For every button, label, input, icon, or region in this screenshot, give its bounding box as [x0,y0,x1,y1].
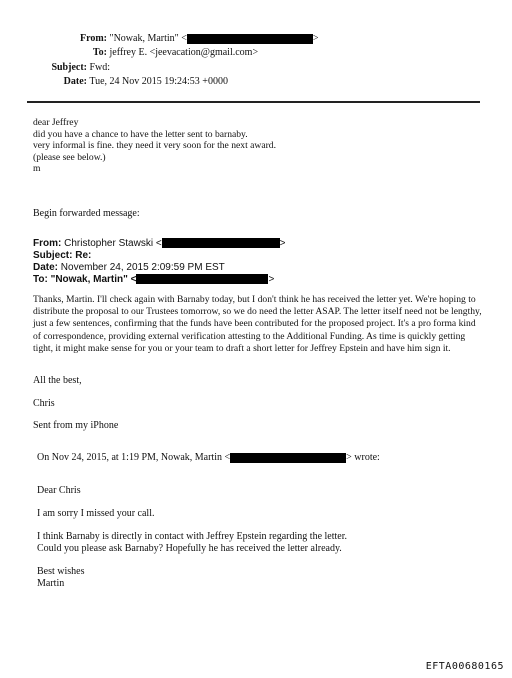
header-to-row [37,47,258,58]
reply-sent-from: Sent from my iPhone [33,420,119,431]
fwd-from-value: Christopher Stawski < [64,238,162,249]
redaction-block [162,238,280,248]
fwd-from-row [33,238,286,249]
message-body [33,117,483,175]
quoted-line: I am sorry I missed your call. [37,508,155,519]
header-divider [27,101,480,103]
fwd-date-row [33,262,225,273]
fwd-subject-row [33,250,91,261]
header-date-row [37,76,228,87]
header-from-label: From: [79,33,107,44]
header-from-end: > [312,33,319,44]
body-line: very informal is fine. they need it very soon for the next award. [33,140,276,152]
fwd-to-label: To: [33,274,48,285]
header-date-label: Date: [63,76,87,87]
reply-name: Chris [33,398,55,409]
header-subject-row [37,62,110,73]
quoted-line: Could you please ask Barnaby? Hopefully he has received the letter already. [37,543,342,554]
header-date-value: Tue, 24 Nov 2015 19:24:53 +0000 [89,76,228,87]
reply-signoff: All the best, [33,375,82,386]
fwd-subject-value: Re: [75,250,92,261]
quoted-intro [37,452,380,463]
quoted-greeting: Dear Chris [37,485,81,496]
quoted-signature: Martin [37,578,65,589]
header-subject-value: Fwd: [89,62,111,73]
fwd-subject-label: Subject: [33,250,73,261]
quoted-intro-end: > wrote: [346,452,380,463]
header-from-row [37,33,319,44]
fwd-from-end: > [279,238,286,249]
fwd-date-label: Date: [33,262,59,273]
reply-paragraph: Thanks, Martin. I'll check again with Barnaby today, but I don't think he has received the letter yet. We're hoping to distribute the proposal to our Trustees tomorrow, so we do need the letter ASAP. The letter itself need not be lengthy, just a few sentences, confirming that the funds have been contributed for the proposed project. It's a pro forma kind of correspondence, providing external verification attesting to the Additional Funding. As time is quickly getting tight, it might make sense for you or your team to draft a short letter for Jeffrey Epstein and have him sign it. [33,294,482,354]
body-line: did you have a chance to have the letter sent to barnaby. [33,128,248,140]
body-line: (please see below.) [33,151,106,163]
fwd-from-label: From: [33,238,62,249]
header-to-label: To: [92,47,107,58]
body-line: dear Jeffrey [33,117,79,128]
fwd-to-row [33,274,274,285]
redaction-block [230,453,346,463]
header-subject-label: Subject: [51,62,87,73]
header-from-value: "Nowak, Martin" < [109,33,187,44]
body-line: m [33,163,41,175]
quoted-closing: Best wishes [37,566,85,577]
forward-note: Begin forwarded message: [33,208,140,219]
redaction-block [136,274,268,284]
fwd-to-end: > [268,274,275,285]
document-id: EFTA00680165 [425,661,504,672]
header-to-value: jeffrey E. <jeevacation@gmail.com> [109,47,259,58]
quoted-line: I think Barnaby is directly in contact with Jeffrey Epstein regarding the letter. [37,531,347,542]
fwd-date-value: November 24, 2015 2:09:59 PM EST [60,262,225,273]
redaction-block [187,34,313,44]
quoted-intro-start: On Nov 24, 2015, at 1:19 PM, Nowak, Martin < [37,452,231,463]
fwd-to-value: "Nowak, Martin" < [50,274,137,285]
